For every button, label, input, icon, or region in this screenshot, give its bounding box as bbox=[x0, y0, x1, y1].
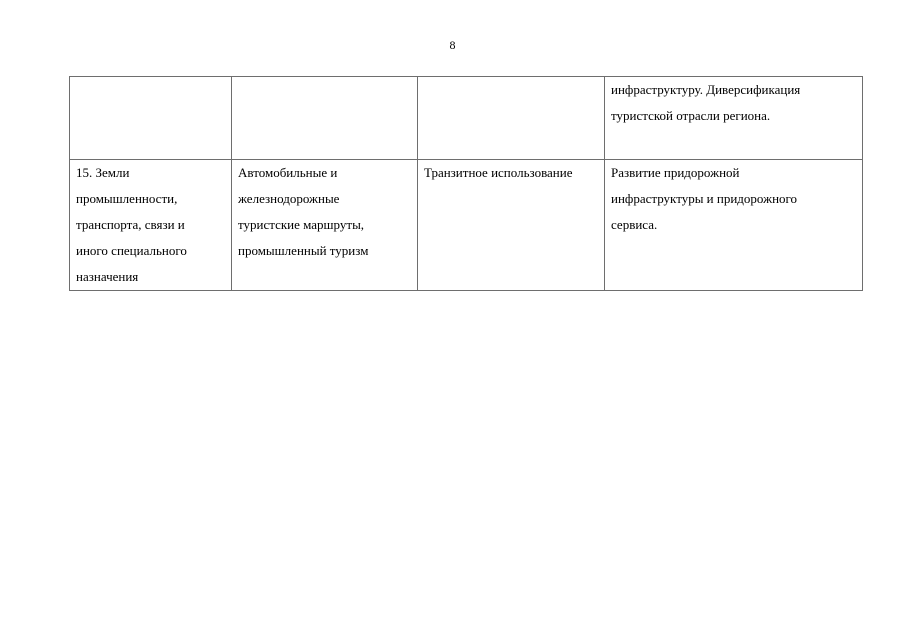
table-cell bbox=[232, 160, 418, 291]
land-use-table bbox=[69, 76, 863, 291]
table-cell bbox=[232, 77, 418, 160]
table-row bbox=[70, 160, 863, 291]
table-cell bbox=[418, 77, 605, 160]
table-row bbox=[70, 77, 863, 160]
cell-text: Развитие придорожной инфраструктуры и придорожного сервиса. bbox=[611, 165, 798, 232]
table-cell bbox=[70, 77, 232, 160]
table-cell bbox=[418, 160, 605, 291]
cell-text: 15. Земли промышленности, транспорта, связи и иного специального назначения bbox=[76, 165, 187, 284]
cell-text: Транзитное использование bbox=[424, 165, 573, 180]
table-cell bbox=[605, 160, 863, 291]
page-number: 8 bbox=[449, 38, 456, 52]
table-cell bbox=[70, 160, 232, 291]
table-cell bbox=[605, 77, 863, 160]
cell-text: инфраструктуру. Диверсификация туристской отрасли региона. bbox=[611, 82, 801, 123]
cell-text: Автомобильные и железнодорожные туристские маршруты, промышленный туризм bbox=[238, 165, 369, 258]
